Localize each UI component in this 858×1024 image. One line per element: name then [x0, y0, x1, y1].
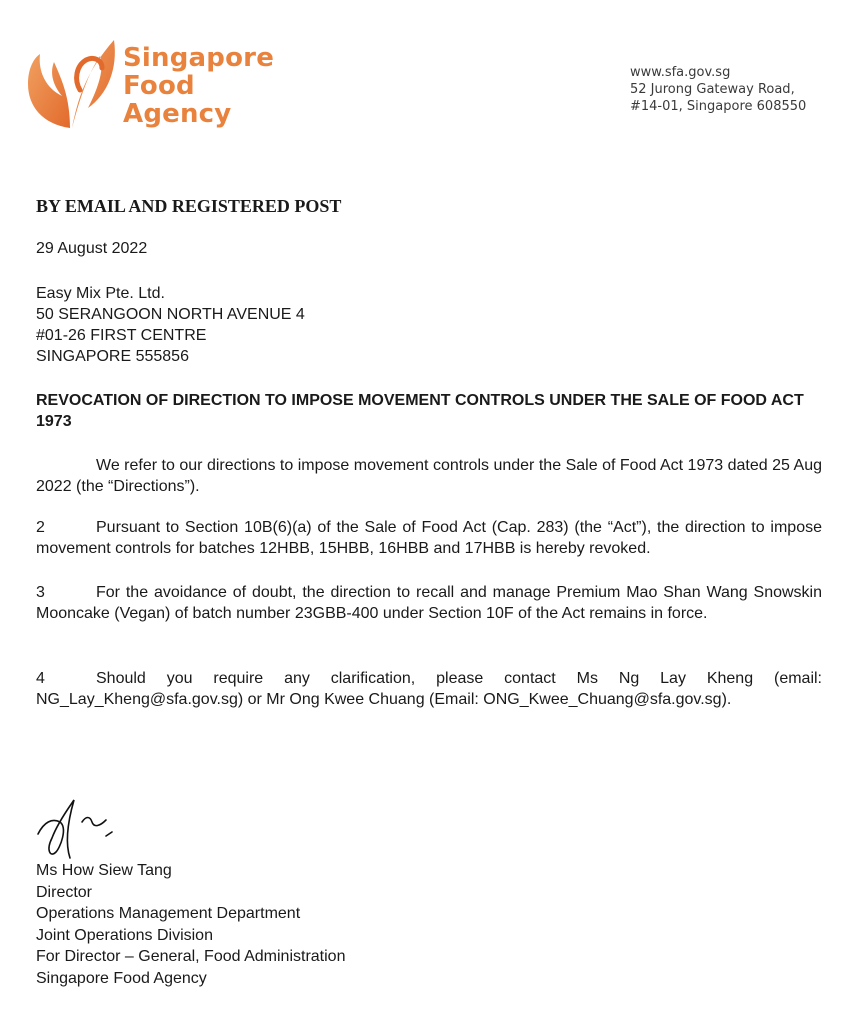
signatory-division: Joint Operations Division: [36, 926, 213, 944]
paragraph-text: For the avoidance of doubt, the direction to recall and manage Premium Mao Shan Wang Snowskin Mooncake (Vegan) of batch number 23GBB-400 under Section 10F of the Act remains in force.: [36, 584, 822, 622]
signatory-name: Ms How Siew Tang: [36, 862, 172, 879]
recipient-address: [36, 283, 305, 367]
letter-subject: REVOCATION OF DIRECTION TO IMPOSE MOVEMENT CONTROLS UNDER THE SALE OF FOOD ACT 1973: [36, 392, 804, 430]
logo-line-1: Singapore: [123, 43, 275, 73]
signatory-agency: Singapore Food Agency: [36, 969, 207, 987]
signatory-capacity: For Director – General, Food Administration: [36, 948, 346, 965]
paragraph-text: Pursuant to Section 10B(6)(a) of the Sale of Food Act (Cap. 283) (the “Act”), the direction to impose movement controls for batches 12HBB, 15HBB, 16HBB and 17HBB is hereby revoked.: [36, 519, 822, 557]
recipient-line: 50 SERANGOON NORTH AVENUE 4: [36, 306, 305, 323]
recipient-line: #01-26 FIRST CENTRE: [36, 327, 207, 344]
agency-street: 52 Jurong Gateway Road,: [630, 82, 795, 97]
sfa-leaf-logo-icon: [22, 28, 122, 134]
paragraph-2: [36, 517, 822, 559]
delivery-method: BY EMAIL AND REGISTERED POST: [36, 196, 342, 216]
signatory-title: Director: [36, 883, 93, 901]
recipient-line: Easy Mix Pte. Ltd.: [36, 285, 165, 302]
agency-unit: #14-01, Singapore 608550: [630, 99, 807, 114]
logo-line-3: Agency: [123, 99, 232, 129]
paragraph-number: 2: [36, 519, 45, 536]
letter-date: 29 August 2022: [36, 240, 148, 257]
signatory-block: [36, 860, 345, 989]
paragraph-text: We refer to our directions to impose movement controls under the Sale of Food Act 1973 dated 25 Aug 2022 (the “Directions”).: [36, 457, 822, 495]
paragraph-number: 4: [36, 670, 45, 687]
logo-line-2: Food: [123, 71, 195, 101]
agency-address: [630, 64, 828, 115]
paragraph-3: [36, 582, 822, 624]
paragraph-text: Should you require any clarification, please contact Ms Ng Lay Kheng (email: NG_Lay_Kheng@sfa.gov.sg) or Mr Ong Kwee Chuang (Email: ONG_Kwee_Chuang@sfa.gov.sg).: [36, 670, 822, 708]
handwritten-signature: [30, 792, 130, 862]
paragraph-4: [36, 668, 822, 710]
agency-website: www.sfa.gov.sg: [630, 65, 731, 80]
recipient-line: SINGAPORE 555856: [36, 348, 189, 365]
paragraph-1: [36, 455, 822, 497]
sfa-logo: [22, 28, 282, 138]
paragraph-number: 3: [36, 584, 45, 601]
signatory-department: Operations Management Department: [36, 905, 301, 922]
